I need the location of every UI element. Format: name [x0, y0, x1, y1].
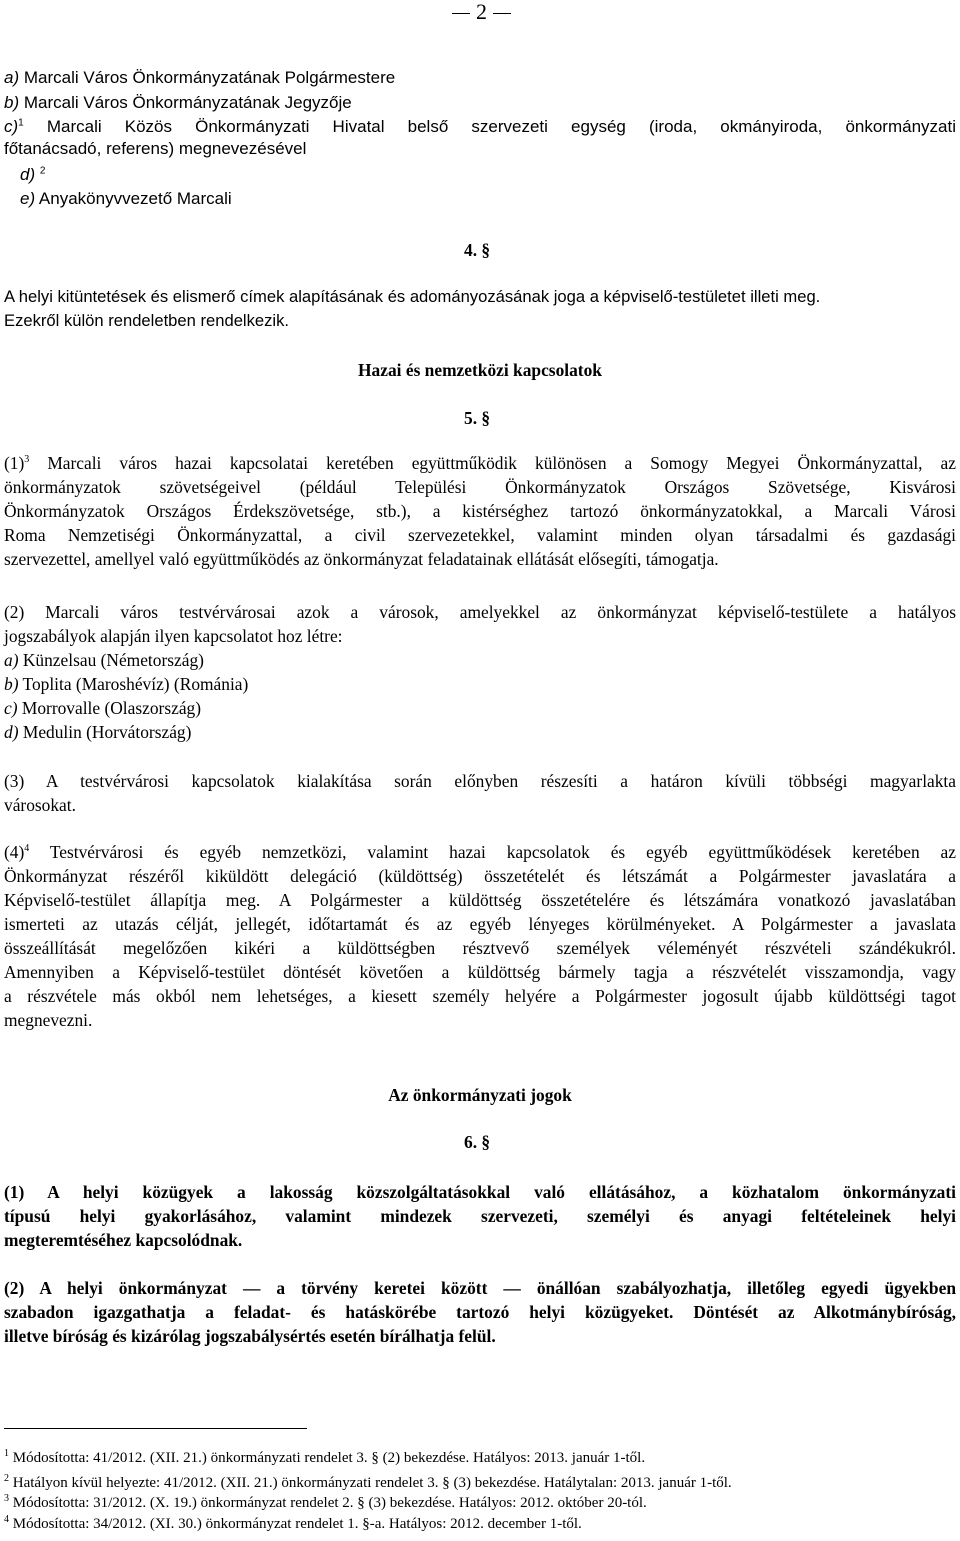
section-6-number: 6. § [464, 1132, 491, 1152]
footnote-3: $^3$ Módosította: 31/2012. (X. 19.) önkormányzat rendelet 2. § (3) bekezdése. Hatályos: 2012. október 20-tól. [4, 1493, 647, 1511]
heading-hazai: Hazai és nemzetközi kapcsolatok [358, 360, 602, 380]
heading-onkormanyzati-jogok: Az önkormányzati jogok [388, 1085, 572, 1105]
twin-town-a: a) Künzelsau (Németország) [4, 650, 204, 670]
footnote-2: $^2$ Hatályon kívül helyezte: 41/2012. (XII. 21.) önkormányzati rendelet 3. § (3) bekezdése. Hatálytalan: 2013. január 1-től. [4, 1473, 732, 1491]
section-4-number: 4. § [464, 240, 491, 260]
twin-town-b: b) Toplita (Maroshévíz) (Románia) [4, 674, 249, 694]
list-item-a: a) Marcali Város Önkormányzatának Polgármestere [4, 68, 396, 87]
list-item-c: c)$^1$ Marcali Közös Önkormányzati Hivatal belső szervezeti egység (iroda, okmányiroda, önkormányzati főtanácsadó, referens) megnevezésével [4, 117, 956, 158]
page-number-dash-right [493, 13, 511, 14]
footnote-separator [4, 1428, 307, 1429]
section-5-number: 5. § [464, 408, 491, 428]
twin-town-d: d) Medulin (Horvátország) [4, 722, 192, 742]
section-4-line1: A helyi kitüntetések és elismerő címek alapításának és adományozásának joga a képviselő-testületet illeti meg. [4, 287, 821, 306]
footnote-1: $^1$ Módosította: 41/2012. (XII. 21.) önkormányzati rendelet 3. § (2) bekezdése. Hatályos: 2013. január 1-től. [4, 1448, 646, 1466]
page-number: 2 [446, 0, 517, 24]
list-item-b: b) Marcali Város Önkormányzatának Jegyzője [4, 93, 352, 112]
list-item-e: e) Anyakönyvvezető Marcali [20, 189, 232, 208]
page-number-dash-left [452, 13, 470, 14]
section-5-paragraph-3: (3) A testvérvárosi kapcsolatok kialakítása során előnyben részesíti a határon kívüli többségi magyarlakta városokat. [4, 771, 956, 815]
list-item-d: d) $^2$ [20, 165, 46, 184]
twin-town-c: c) Morrovalle (Olaszország) [4, 698, 202, 718]
section-5-paragraph-1: $(1)^3$ Marcali város hazai kapcsolatai keretében együttműködik különösen a Somogy Megyei Önkormányzattal, az önkormányzatok szövetségeivel (például Települési Önkormányzatok Országos Szövetsége, Kisvárosi Önkormányzatok Országos Érdekszövetsége, stb.), a kistérséghez tartozó önkormányzatokkal, a Marcali Városi Roma Nemzetiségi Önkormányzattal, a civil szervezetekkel, valamint minden olyan társadalmi és gazdasági szervezettel, amellyel való együttműködés az önkormányzat feladatainak ellátását elősegíti, támogatja. [4, 453, 956, 569]
section-6-paragraph-2: (2) A helyi önkormányzat — a törvény keretei között — önállóan szabályozhatja, illetőleg egyedi ügyekben szabadon igazgathatja a feladat- és hatáskörébe tartozó helyi közügyeket. Döntését az Alkotmánybíróság, illetve bíróság és kizárólag jogszabálysértés esetén bírálhatja felül. [4, 1278, 956, 1346]
section-5-paragraph-4: $(4)^4$ Testvérvárosi és egyéb nemzetközi, valamint hazai kapcsolatok és egyéb együttműködések keretében az Önkormányzat részéről kiküldött delegáció (küldöttség) összetételét és létszámát a Polgármester javaslatára a Képviselő-testület állapítja meg. A Polgármester a küldöttség összetételére és létszámára vonatkozó javaslatában ismerteti az utazás célját, jellegét, időtartamát és az egyéb lényeges körülményeket. A Polgármester a javaslata összeállítását megelőzően kikéri a küldöttségben résztvevő személyek véleményét részvételi szándékukról. Amennyiben a Képviselő-testület döntését követően a küldöttség bármely tagja a részvételét visszamondja, vagy a részvétele más okból nem lehetséges, a kiesett személy helyére a Polgármester jogosult újabb küldöttségi tagot megnevezni. [4, 842, 956, 1030]
section-4-line2: Ezekről külön rendeletben rendelkezik. [4, 311, 290, 330]
section-6-paragraph-1: (1) A helyi közügyek a lakosság közszolgáltatásokkal való ellátásához, a közhatalom önkormányzati típusú helyi gyakorlásához, valamint mindezek szervezeti, személyi és anyagi feltételeinek helyi megteremtéséhez kapcsolódnak. [4, 1182, 956, 1250]
section-5-paragraph-2: (2) Marcali város testvérvárosai azok a városok, amelyekkel az önkormányzat képviselő-testülete a hatályos jogszabályok alapján ilyen kapcsolatot hoz létre: a) Künzelsau (Németország) b) Toplita (Maroshévíz) (Románia) c) Morrovalle (Olaszország) d) Medulin (Horvátország) [4, 602, 956, 742]
footnote-4: $^4$ Módosította: 34/2012. (XI. 30.) önkormányzat rendelet 1. §-a. Hatályos: 2012. december 1-től. [4, 1514, 582, 1532]
